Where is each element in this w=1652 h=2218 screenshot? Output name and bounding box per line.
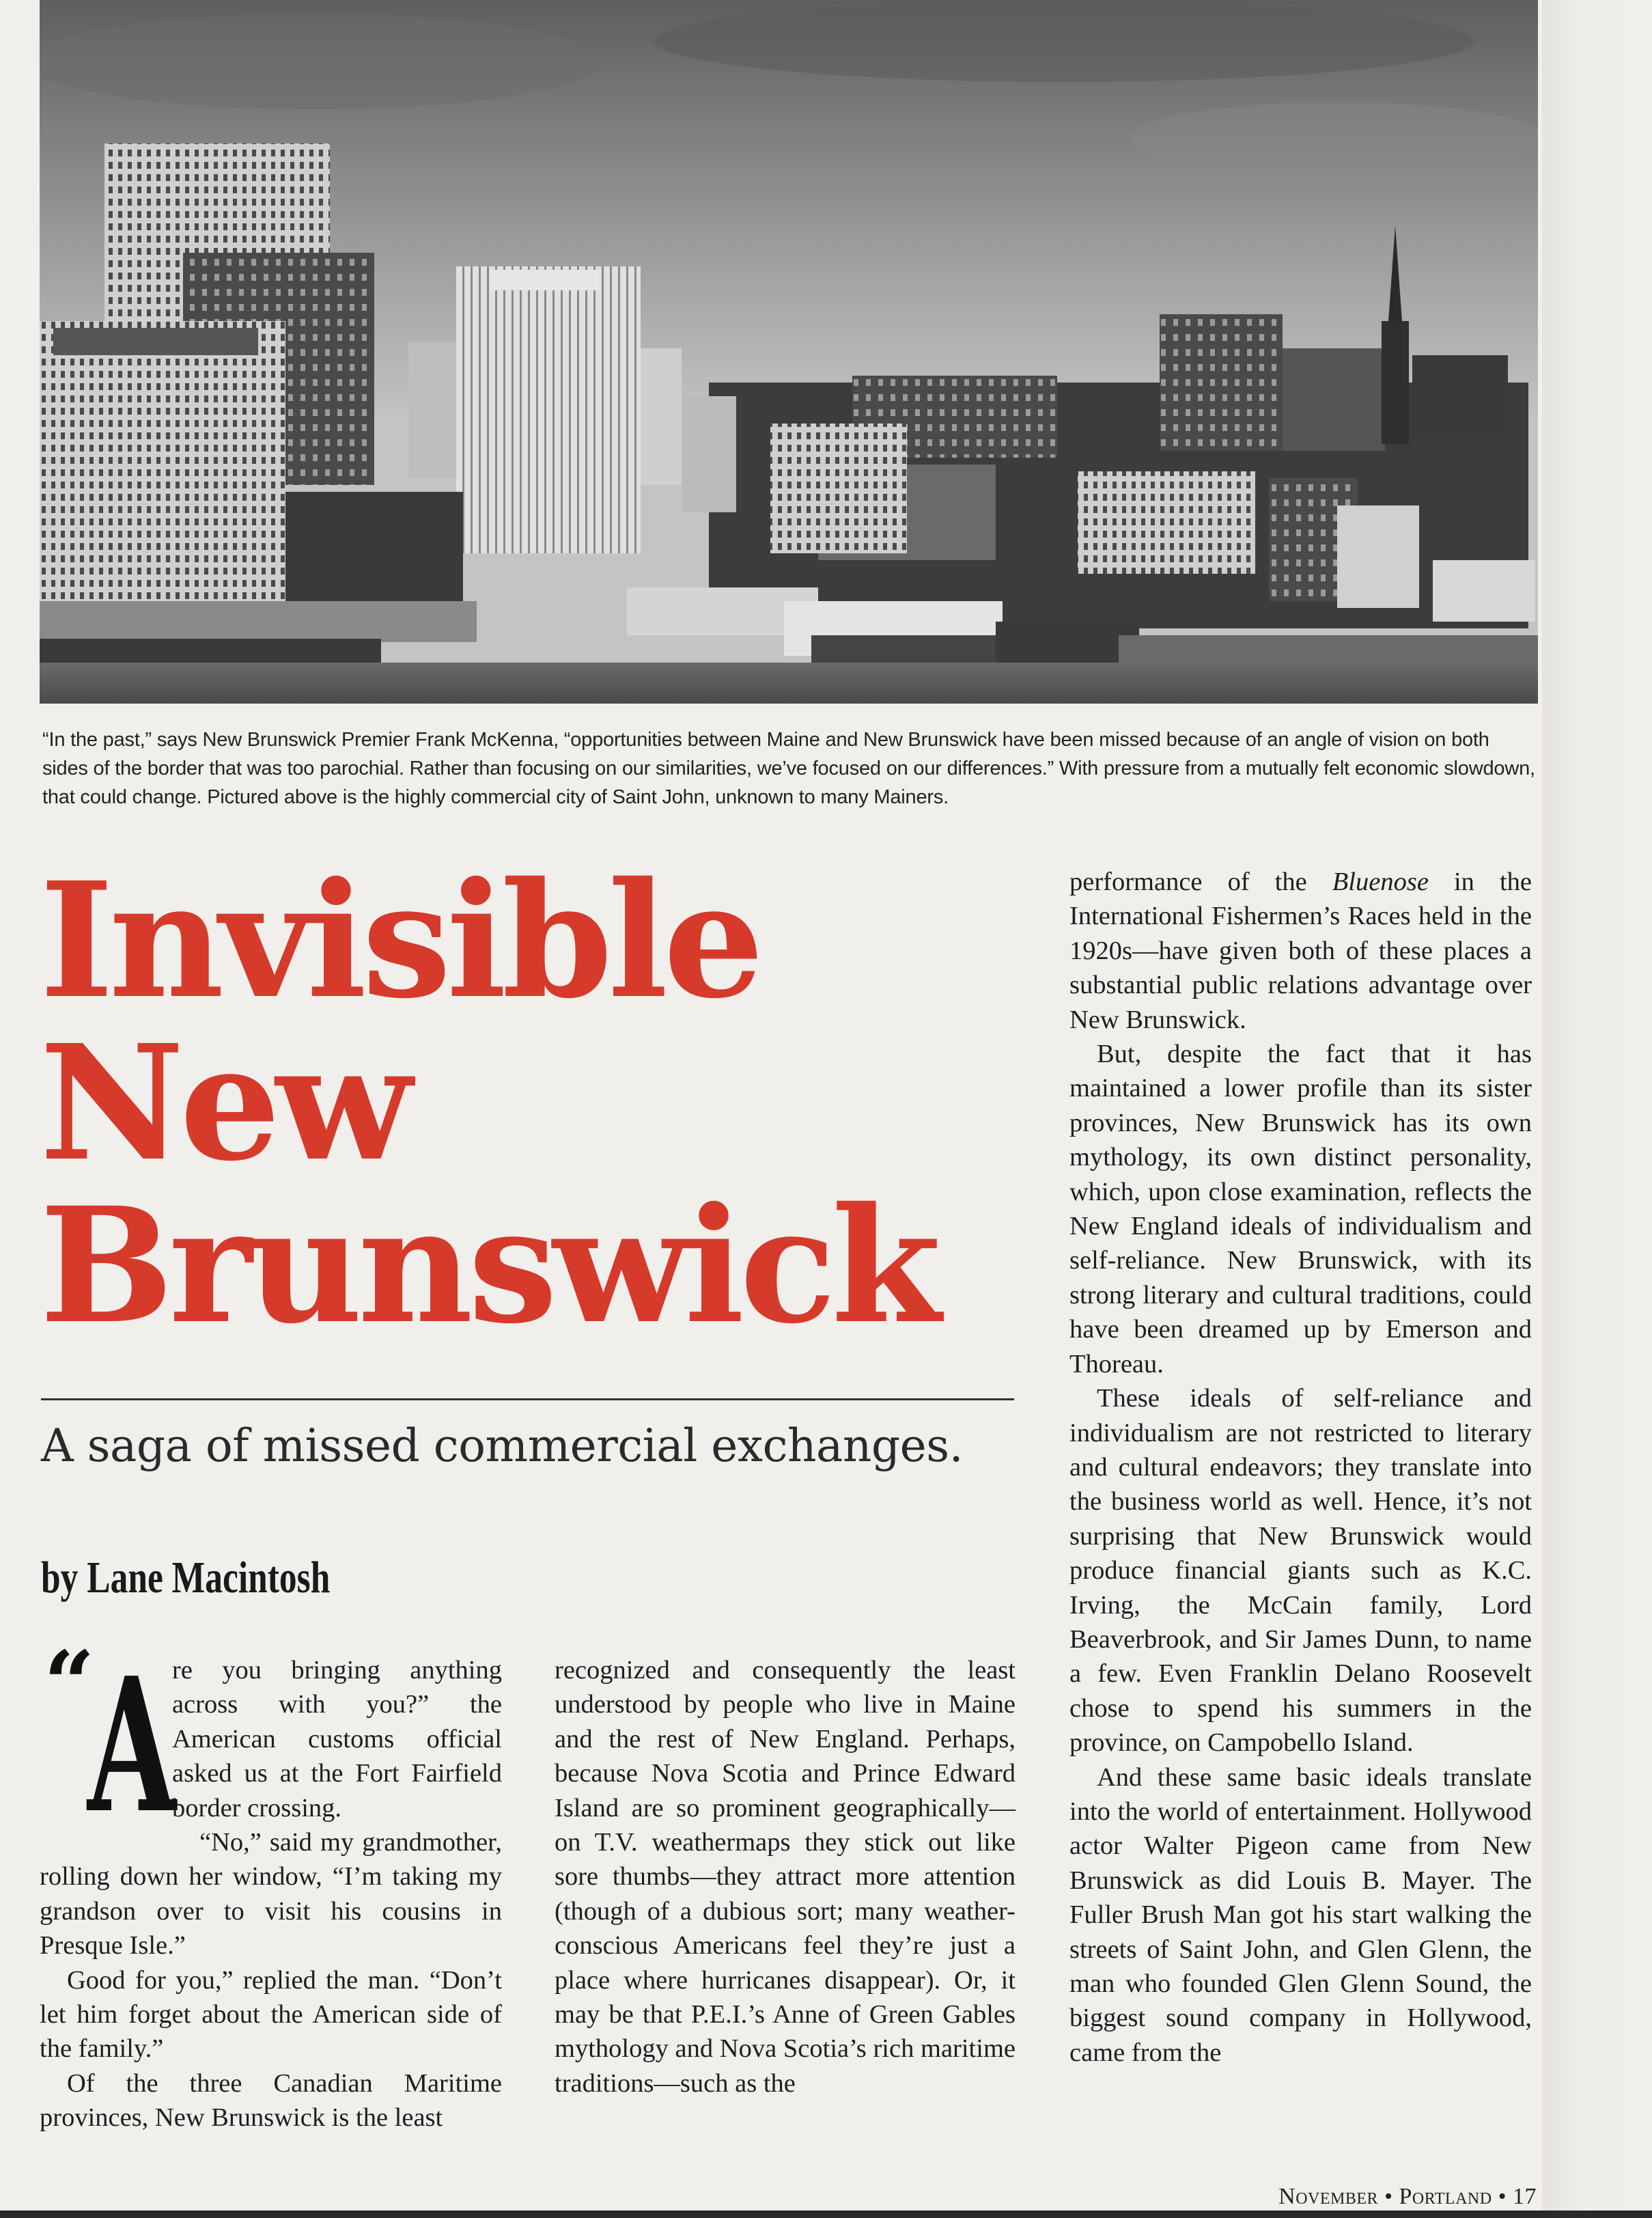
- headline-line-3: Brunswick: [40, 1172, 937, 1359]
- paragraph-6: [1069, 865, 1532, 1037]
- paragraph-4: Of the three Canadian Maritime provinces, New Brunswick is the least: [40, 2068, 502, 2133]
- paragraph-5: recognized and consequently the least understood by people who live in Maine and the rest of New England. Perhaps, because Nova Scotia and Prince Edward Island are so prominent geographically—on T.V. weathermaps they stick out like sore thumbs—they attract more attention (though of a dubious sort; many weather-conscious Americans feel they’re just a place where hurricanes disappear). Or, it may be that P.E.I.’s Anne of Green Gables mythology and Nova Scotia’s rich maritime traditions—such as the: [555, 1656, 1016, 2098]
- folio-magazine: Portland: [1399, 2184, 1492, 2209]
- paragraph-1-text: re you bringing anything across with you?” the American customs official asked us at the Fort Fairfield border crossing.: [172, 1656, 502, 1822]
- bottom-strip: [0, 2210, 1652, 2218]
- page-folio: [1250, 2183, 1537, 2210]
- body-column-2: [555, 1653, 1016, 2101]
- headline-rule: [41, 1398, 1014, 1400]
- paragraph-9: And these same basic ideals translate into the world of entertainment. Hollywood actor Walter Pigeon came from New Brunswick as did Louis B. Mayer. The Fuller Brush Man got his start walking the streets of Saint John, and Glen Glenn, the man who founded Glen Glenn Sound, the biggest sound company in Hollywood, came from the: [1069, 1762, 1532, 2067]
- paragraph-1: [40, 1631, 502, 1854]
- paragraph-8: These ideals of self-reliance and individualism are not restricted to literary and cultural endeavors; they translate into the business world as well. Hence, it’s not surprising that New Brunswick would produce financial giants such as K.C. Irving, the McCain family, Lord Beaverbrook, and Sir James Dunn, to name a few. Even Franklin Delano Roosevelt chose to spend his summers in the province, on Campobello Island.: [1069, 1384, 1532, 1758]
- drop-cap-letter: A: [87, 1637, 176, 1854]
- ship-name: Bluenose: [1332, 868, 1429, 896]
- headline-line-1: Invisible: [40, 847, 759, 1034]
- headline-line-2: New: [40, 1010, 408, 1196]
- paragraph-6-end: in the International Fishermen’s Races held in the 1920s—have given both of these places a substantial public relations advantage over New Brunswick.: [1069, 868, 1532, 1034]
- page-edge: [1542, 0, 1652, 2218]
- folio-page-number: 17: [1513, 2184, 1537, 2209]
- folio-separator-2: •: [1492, 2184, 1513, 2209]
- folio-separator-1: •: [1378, 2184, 1399, 2209]
- body-column-1: [40, 1631, 502, 2135]
- drop-cap: [40, 1631, 176, 1854]
- byline: by Lane Macintosh: [41, 1553, 331, 1603]
- deck: A saga of missed commercial exchanges.: [41, 1419, 964, 1472]
- paragraph-7: But, despite the fact that it has maintained a lower profile than its sister provinces, New Brunswick has its own mythology, its own distinct personality, which, upon close examination, reflects the New England ideals of individualism and self-reliance. New Brunswick, with its strong literary and cultural traditions, could have been dreamed up by Emerson and Thoreau.: [1069, 1040, 1532, 1378]
- paragraph-2: “No,” said my grandmother, rolling down her window, “I’m taking my grandson over to visit his cousins in Presque Isle.”: [40, 1828, 502, 1960]
- skyline-illustration: [40, 0, 1538, 704]
- body-column-3: [1069, 865, 1532, 2070]
- drop-cap-quote: “: [44, 1631, 95, 1736]
- headline: [40, 847, 937, 1359]
- skyline-photo: [40, 0, 1538, 704]
- paragraph-6-start: performance of the: [1069, 868, 1332, 896]
- folio-month: November: [1278, 2184, 1379, 2209]
- photo-caption: “In the past,” says New Brunswick Premier Frank McKenna, “opportunities between Maine and New Brunswick have been missed because of an angle of vision on both sides of the border that was too parochial. Rather than focusing on our similarities, we’ve focused on our differences.” With pressure from a mutually felt economic slowdown, that could change. Pictured above is the highly commercial city of Saint John, unknown to many Mainers.: [42, 729, 1535, 808]
- paragraph-3: Good for you,” replied the man. “Don’t let him forget about the American side of the family.”: [40, 1965, 502, 2064]
